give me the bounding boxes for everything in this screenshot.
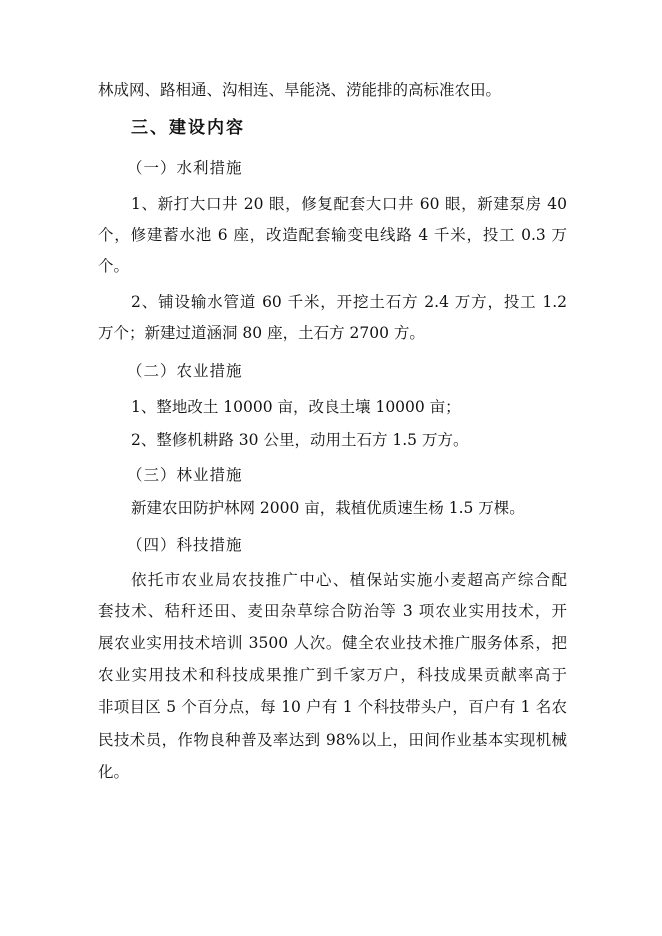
paragraph-line: 依托市农业局农技推广中心、植保站实施小麦超高产综合配 bbox=[131, 571, 567, 589]
subsection-heading: （四）科技措施 bbox=[127, 536, 243, 554]
paragraph-line: 1、新打大口井 20 眼，修复配套大口井 60 眼，新建泵房 40 bbox=[131, 195, 567, 213]
paragraph-line: 2、铺设输水管道 60 千米，开挖土石方 2.4 万方，投工 1.2 bbox=[131, 293, 567, 311]
subsection-heading: （二）农业措施 bbox=[127, 362, 243, 380]
paragraph-line: 个。 bbox=[98, 257, 130, 275]
section-heading: 三、建设内容 bbox=[131, 118, 245, 138]
paragraph-line: 农业实用技术和科技成果推广到千家万户，科技成果贡献率高于 bbox=[98, 666, 567, 684]
paragraph-line: 万个；新建过道涵洞 80 座，土石方 2700 方。 bbox=[98, 324, 425, 342]
paragraph-line: 新建农田防护林网 2000 亩，栽植优质速生杨 1.5 万棵。 bbox=[131, 499, 525, 517]
paragraph-line: 个，修建蓄水池 6 座，改造配套输变电线路 4 千米，投工 0.3 万 bbox=[98, 226, 567, 244]
subsection-heading: （三）林业措施 bbox=[127, 466, 243, 484]
paragraph-line: 林成网、路相通、沟相连、旱能浇、涝能排的高标准农田。 bbox=[98, 81, 502, 99]
paragraph-line: 民技术员，作物良种普及率达到 98%以上，田间作业基本实现机械 bbox=[98, 731, 567, 749]
paragraph-line: 非项目区 5 个百分点，每 10 户有 1 个科技带头户，百户有 1 名农 bbox=[98, 698, 567, 716]
paragraph-line: 套技术、秸秆还田、麦田杂草综合防治等 3 项农业实用技术，开 bbox=[98, 602, 567, 620]
paragraph-line: 化。 bbox=[98, 763, 130, 781]
paragraph-line: 1、整地改土 10000 亩，改良土壤 10000 亩； bbox=[131, 398, 461, 416]
paragraph-line: 展农业实用技术培训 3500 人次。健全农业技术推广服务体系，把 bbox=[98, 634, 567, 652]
paragraph-line: 2、整修机耕路 30 公里，动用土石方 1.5 万方。 bbox=[131, 431, 469, 449]
subsection-heading: （一）水利措施 bbox=[127, 159, 243, 177]
